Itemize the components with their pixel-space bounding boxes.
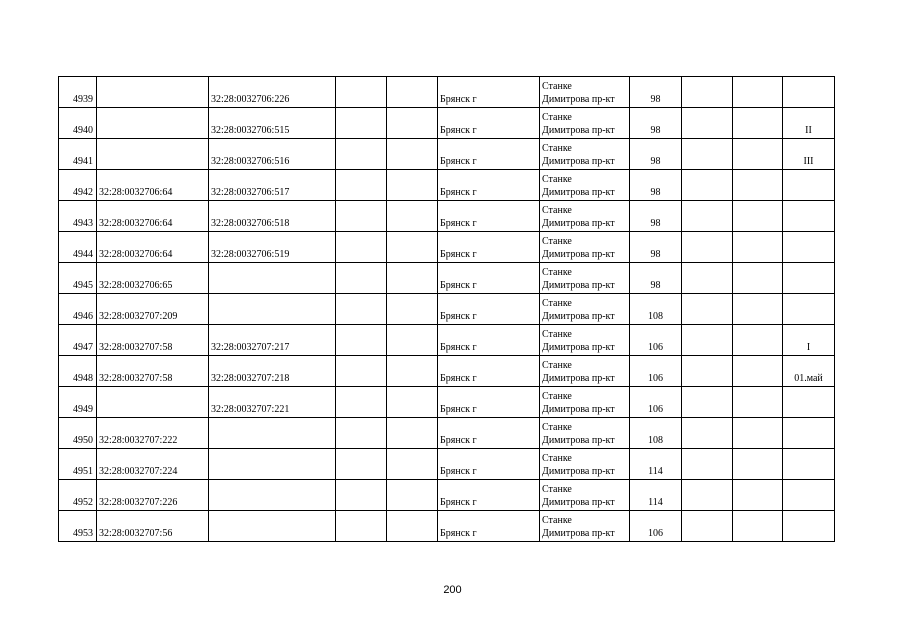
street-cell [540,449,630,480]
street-cell [540,263,630,294]
city-cell: Брянск г [438,263,540,294]
empty-cell [733,108,783,139]
parent-cadastral-cell: 32:28:0032706:64 [97,170,209,201]
empty-cell [336,511,387,542]
cadastral-number-cell [209,418,336,449]
empty-cell [733,480,783,511]
empty-cell [336,201,387,232]
row-number-cell: 4941 [59,139,97,170]
empty-cell [387,418,438,449]
parent-cadastral-cell [97,77,209,108]
parent-cadastral-cell: 32:28:0032706:64 [97,201,209,232]
parent-cadastral-cell: 32:28:0032707:209 [97,294,209,325]
street-cell [540,139,630,170]
row-number-cell: 4953 [59,511,97,542]
parent-cadastral-cell [97,108,209,139]
empty-cell [387,263,438,294]
cadastral-number-cell: 32:28:0032707:221 [209,387,336,418]
row-number-cell: 4952 [59,480,97,511]
building-suffix-cell: I [783,325,835,356]
empty-cell [682,449,733,480]
empty-cell [336,325,387,356]
cadastral-number-cell: 32:28:0032706:519 [209,232,336,263]
empty-cell [682,108,733,139]
building-suffix-cell [783,170,835,201]
empty-cell [682,480,733,511]
street-cell [540,294,630,325]
building-suffix-cell: 01.май [783,356,835,387]
empty-cell [336,356,387,387]
house-number-cell: 98 [630,108,682,139]
street-name-line1: Станке [542,112,572,123]
empty-cell [682,201,733,232]
street-name-line2: Димитрова пр-кт [542,342,615,353]
city-cell: Брянск г [438,170,540,201]
table-row [59,201,835,232]
parent-cadastral-cell [97,387,209,418]
house-number-cell: 114 [630,449,682,480]
street-name-line2: Димитрова пр-кт [542,156,615,167]
table-row [59,418,835,449]
street-name-line1: Станке [542,422,572,433]
row-number-cell: 4951 [59,449,97,480]
street-name-line1: Станке [542,391,572,402]
empty-cell [733,232,783,263]
cadastral-number-cell [209,480,336,511]
house-number-cell: 114 [630,480,682,511]
building-suffix-cell [783,294,835,325]
house-number-cell: 106 [630,511,682,542]
street-name-line1: Станке [542,360,572,371]
empty-cell [733,449,783,480]
city-cell: Брянск г [438,139,540,170]
empty-cell [682,232,733,263]
street-name-line1: Станке [542,453,572,464]
cadastral-number-cell: 32:28:0032706:515 [209,108,336,139]
empty-cell [682,511,733,542]
street-name-line2: Димитрова пр-кт [542,528,615,539]
city-cell: Брянск г [438,480,540,511]
empty-cell [387,77,438,108]
empty-cell [733,418,783,449]
empty-cell [336,418,387,449]
street-name-line1: Станке [542,329,572,340]
row-number-cell: 4945 [59,263,97,294]
empty-cell [733,325,783,356]
row-number-cell: 4946 [59,294,97,325]
building-suffix-cell [783,511,835,542]
house-number-cell: 98 [630,170,682,201]
street-name-line1: Станке [542,515,572,526]
empty-cell [336,387,387,418]
empty-cell [387,294,438,325]
street-name-line2: Димитрова пр-кт [542,218,615,229]
building-suffix-cell [783,480,835,511]
building-suffix-cell [783,387,835,418]
empty-cell [336,77,387,108]
empty-cell [387,387,438,418]
empty-cell [682,77,733,108]
row-number-cell: 4950 [59,418,97,449]
page-number: 200 [443,584,462,596]
empty-cell [733,263,783,294]
street-cell [540,325,630,356]
building-suffix-cell: III [783,139,835,170]
house-number-cell: 108 [630,294,682,325]
empty-cell [387,108,438,139]
street-cell [540,232,630,263]
street-name-line1: Станке [542,205,572,216]
row-number-cell: 4940 [59,108,97,139]
empty-cell [387,356,438,387]
parent-cadastral-cell: 32:28:0032707:222 [97,418,209,449]
empty-cell [682,418,733,449]
street-name-line1: Станке [542,174,572,185]
empty-cell [733,77,783,108]
city-cell: Брянск г [438,418,540,449]
street-name-line2: Димитрова пр-кт [542,404,615,415]
house-number-cell: 106 [630,356,682,387]
cadastral-number-cell [209,263,336,294]
city-cell: Брянск г [438,325,540,356]
street-name-line2: Димитрова пр-кт [542,435,615,446]
parent-cadastral-cell: 32:28:0032707:56 [97,511,209,542]
parent-cadastral-cell [97,139,209,170]
table-row [59,263,835,294]
empty-cell [387,170,438,201]
cadastral-number-cell: 32:28:0032707:217 [209,325,336,356]
registry-table [58,76,835,542]
empty-cell [336,294,387,325]
table-row [59,480,835,511]
street-name-line1: Станке [542,81,572,92]
street-name-line1: Станке [542,298,572,309]
street-name-line2: Димитрова пр-кт [542,497,615,508]
cadastral-number-cell: 32:28:0032707:218 [209,356,336,387]
empty-cell [336,139,387,170]
parent-cadastral-cell: 32:28:0032707:226 [97,480,209,511]
empty-cell [682,263,733,294]
row-number-cell: 4947 [59,325,97,356]
empty-cell [682,170,733,201]
table-row [59,449,835,480]
parent-cadastral-cell: 32:28:0032707:224 [97,449,209,480]
building-suffix-cell [783,263,835,294]
table-row [59,387,835,418]
table-row [59,108,835,139]
street-cell [540,77,630,108]
empty-cell [682,139,733,170]
empty-cell [336,170,387,201]
house-number-cell: 98 [630,232,682,263]
table-row [59,294,835,325]
table-row [59,325,835,356]
cadastral-number-cell [209,511,336,542]
city-cell: Брянск г [438,201,540,232]
street-cell [540,108,630,139]
city-cell: Брянск г [438,108,540,139]
street-name-line1: Станке [542,267,572,278]
parent-cadastral-cell: 32:28:0032706:64 [97,232,209,263]
city-cell: Брянск г [438,232,540,263]
table-row [59,170,835,201]
street-cell [540,170,630,201]
street-cell [540,356,630,387]
row-number-cell: 4949 [59,387,97,418]
empty-cell [387,201,438,232]
building-suffix-cell [783,418,835,449]
row-number-cell: 4944 [59,232,97,263]
house-number-cell: 98 [630,139,682,170]
empty-cell [387,449,438,480]
street-name-line2: Димитрова пр-кт [542,125,615,136]
street-cell [540,387,630,418]
building-suffix-cell: II [783,108,835,139]
table-row [59,356,835,387]
city-cell: Брянск г [438,77,540,108]
city-cell: Брянск г [438,387,540,418]
building-suffix-cell [783,449,835,480]
street-cell [540,201,630,232]
cadastral-number-cell [209,294,336,325]
house-number-cell: 106 [630,387,682,418]
street-name-line2: Димитрова пр-кт [542,249,615,260]
building-suffix-cell [783,201,835,232]
empty-cell [387,139,438,170]
empty-cell [733,511,783,542]
empty-cell [733,387,783,418]
house-number-cell: 106 [630,325,682,356]
empty-cell [682,325,733,356]
street-cell [540,511,630,542]
building-suffix-cell [783,232,835,263]
empty-cell [733,139,783,170]
empty-cell [733,201,783,232]
street-name-line1: Станке [542,484,572,495]
street-name-line1: Станке [542,236,572,247]
street-name-line2: Димитрова пр-кт [542,94,615,105]
street-name-line1: Станке [542,143,572,154]
row-number-cell: 4939 [59,77,97,108]
row-number-cell: 4942 [59,170,97,201]
empty-cell [387,511,438,542]
row-number-cell: 4943 [59,201,97,232]
empty-cell [336,449,387,480]
table-row [59,139,835,170]
city-cell: Брянск г [438,294,540,325]
empty-cell [682,387,733,418]
parent-cadastral-cell: 32:28:0032707:58 [97,356,209,387]
street-name-line2: Димитрова пр-кт [542,311,615,322]
street-cell [540,418,630,449]
house-number-cell: 98 [630,77,682,108]
table-body [59,77,835,542]
empty-cell [387,325,438,356]
street-name-line2: Димитрова пр-кт [542,373,615,384]
parent-cadastral-cell: 32:28:0032706:65 [97,263,209,294]
street-name-line2: Димитрова пр-кт [542,187,615,198]
street-cell [540,480,630,511]
table-row [59,77,835,108]
row-number-cell: 4948 [59,356,97,387]
empty-cell [336,232,387,263]
table-row [59,511,835,542]
house-number-cell: 108 [630,418,682,449]
street-name-line2: Димитрова пр-кт [542,466,615,477]
city-cell: Брянск г [438,356,540,387]
empty-cell [387,480,438,511]
cadastral-number-cell: 32:28:0032706:518 [209,201,336,232]
empty-cell [336,108,387,139]
empty-cell [336,480,387,511]
empty-cell [733,170,783,201]
empty-cell [733,294,783,325]
house-number-cell: 98 [630,263,682,294]
empty-cell [733,356,783,387]
cadastral-number-cell: 32:28:0032706:226 [209,77,336,108]
cadastral-number-cell [209,449,336,480]
parent-cadastral-cell: 32:28:0032707:58 [97,325,209,356]
street-name-line2: Димитрова пр-кт [542,280,615,291]
building-suffix-cell [783,77,835,108]
house-number-cell: 98 [630,201,682,232]
empty-cell [682,294,733,325]
city-cell: Брянск г [438,449,540,480]
empty-cell [682,356,733,387]
empty-cell [336,263,387,294]
city-cell: Брянск г [438,511,540,542]
empty-cell [387,232,438,263]
cadastral-number-cell: 32:28:0032706:516 [209,139,336,170]
table-row [59,232,835,263]
cadastral-number-cell: 32:28:0032706:517 [209,170,336,201]
